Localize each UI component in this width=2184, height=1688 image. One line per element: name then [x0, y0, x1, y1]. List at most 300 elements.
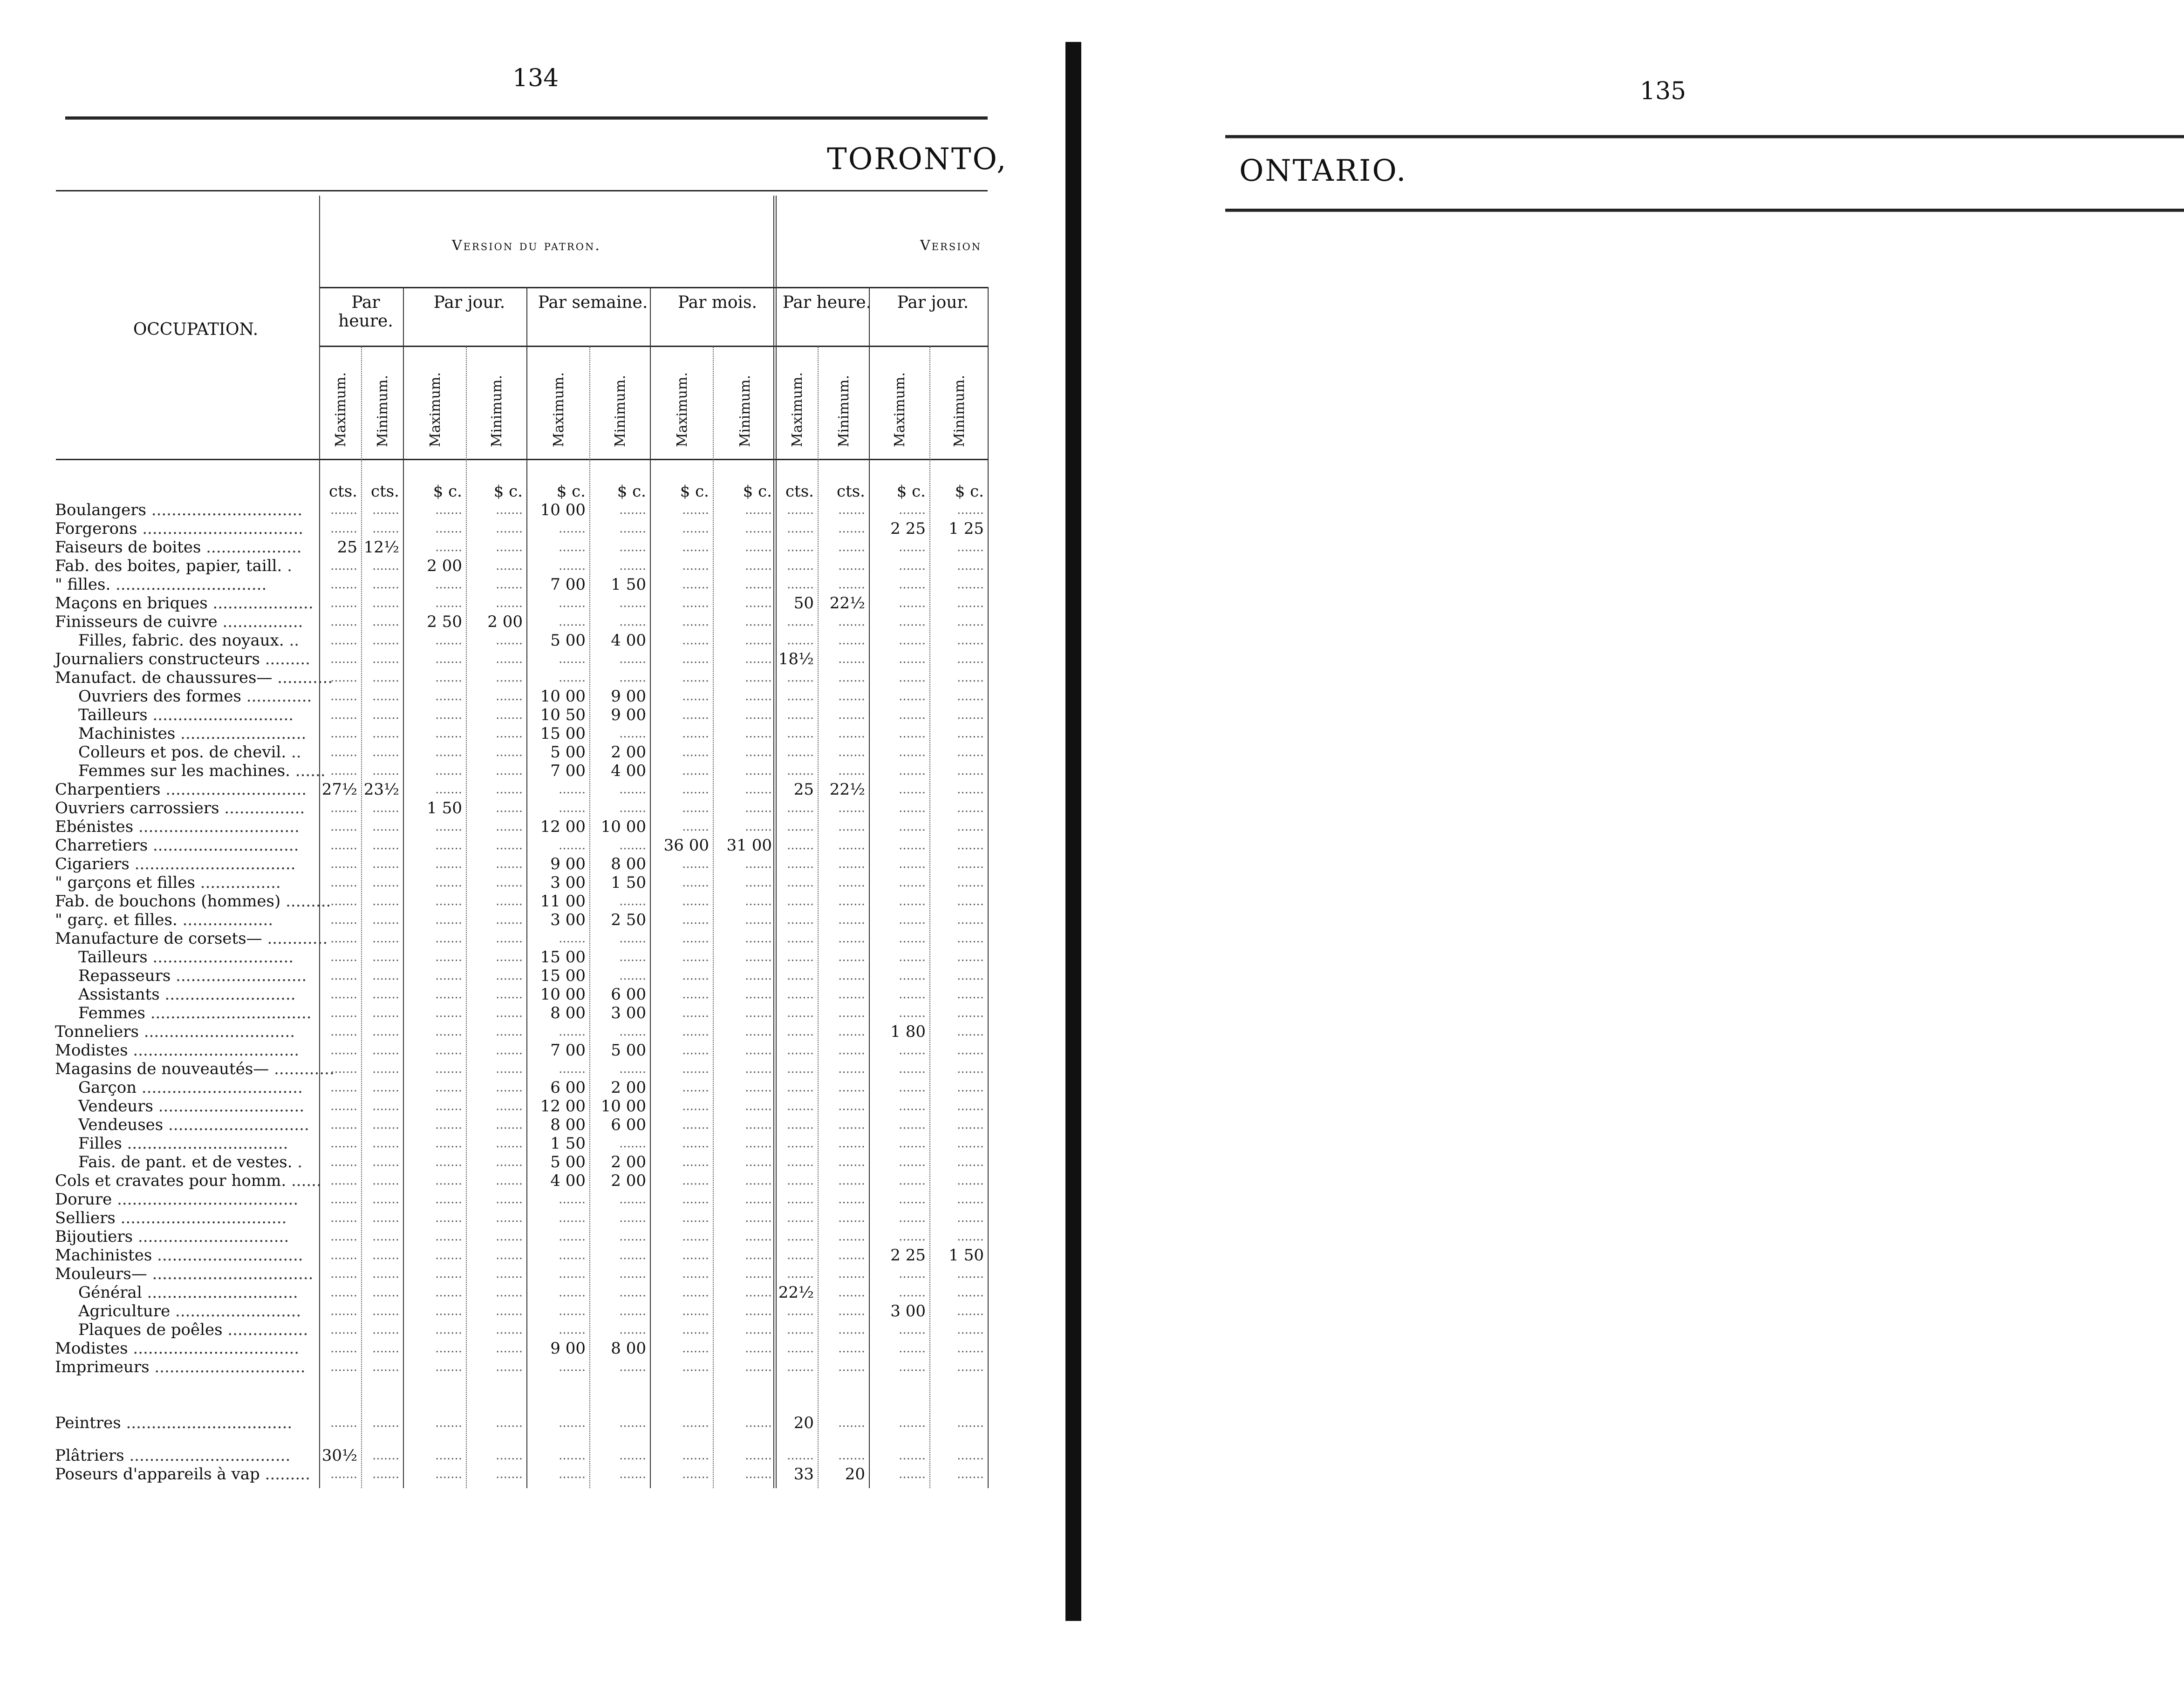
wage-cell: .......: [372, 522, 399, 536]
wage-cell: .......: [496, 559, 523, 573]
wage-cell: .......: [330, 969, 357, 983]
wage-cell: .......: [787, 1323, 814, 1337]
occupation-label: Femmes sur les machines.: [78, 762, 290, 780]
wage-cell: .......: [330, 838, 357, 852]
occupation-row: [55, 1465, 310, 1484]
wage-cell: .......: [899, 1323, 926, 1337]
wage-cell: .......: [957, 1341, 984, 1355]
wage-cell: .......: [787, 838, 814, 852]
dot-leader: ..............................: [139, 1022, 295, 1041]
dot-leader: ................: [195, 873, 281, 892]
dot-leader: .: [282, 557, 292, 575]
wage-cell: .......: [899, 1467, 926, 1481]
wage-cell: 15 00: [540, 967, 586, 985]
wage-cell: .......: [838, 932, 865, 946]
wage-cell: .......: [787, 801, 814, 815]
wage-cell: .......: [899, 894, 926, 908]
occupation-row: [55, 780, 307, 799]
wage-cell: .......: [372, 932, 399, 946]
wage-cell: .......: [330, 950, 357, 964]
wage-cell: .......: [957, 689, 984, 703]
occupation-row: [78, 1004, 312, 1022]
wage-cell: .......: [838, 1323, 865, 1337]
wage-cell: .......: [619, 1449, 646, 1463]
wage-cell: .......: [619, 540, 646, 554]
wage-cell: .......: [496, 801, 523, 815]
occupation-label: Finisseurs de cuivre: [55, 613, 218, 631]
wage-cell: .......: [330, 522, 357, 536]
occupation-row: [78, 687, 312, 706]
wage-cell: .......: [682, 1025, 709, 1039]
wage-cell: .......: [496, 1267, 523, 1281]
wage-cell: .......: [957, 1006, 984, 1020]
wage-cell: .......: [957, 1192, 984, 1206]
dot-leader: ..: [284, 631, 300, 650]
wage-cell: .......: [559, 1211, 586, 1225]
wage-cell: 7 00: [550, 762, 586, 780]
wage-cell: .......: [682, 745, 709, 759]
wage-cell: .......: [682, 1267, 709, 1281]
dot-leader: ..................: [177, 911, 273, 929]
wage-cell: .......: [957, 838, 984, 852]
wage-cell: .......: [957, 1360, 984, 1374]
wage-cell: .......: [682, 950, 709, 964]
wage-cell: .......: [787, 1006, 814, 1020]
wage-cell: .......: [838, 1449, 865, 1463]
wage-cell: .......: [787, 932, 814, 946]
wage-cell: .......: [899, 1230, 926, 1244]
wage-cell: .......: [330, 1137, 357, 1150]
min-label-1: Minimum.: [375, 375, 391, 447]
book-spine: [1065, 42, 1081, 1621]
wage-cell: .......: [496, 540, 523, 554]
wage-cell: 22½: [778, 1283, 814, 1302]
occupation-row: [55, 668, 333, 687]
wage-cell: .......: [496, 503, 523, 517]
wage-cell: .......: [838, 1360, 865, 1374]
wage-cell: .......: [372, 578, 399, 592]
occupation-label: Fais. de pant. et de vestes.: [78, 1153, 293, 1171]
wage-cell: 9 00: [611, 706, 646, 724]
wage-cell: .......: [682, 522, 709, 536]
wage-cell: .......: [899, 1449, 926, 1463]
dot-leader: ................................: [145, 1004, 312, 1022]
wage-cell: .......: [745, 1341, 772, 1355]
wage-cell: .......: [682, 615, 709, 629]
wage-cell: .......: [682, 540, 709, 554]
wage-cell: .......: [496, 857, 523, 871]
wage-cell: .......: [957, 1043, 984, 1057]
wage-cell: 2 00: [487, 613, 523, 631]
wage-cell: .......: [619, 671, 646, 685]
wage-cell: .......: [787, 671, 814, 685]
occupation-row: [55, 836, 299, 855]
occupation-label: Faiseurs de boites: [55, 538, 201, 557]
wage-cell: 6 00: [611, 1116, 646, 1134]
occupation-label: Tailleurs: [78, 948, 148, 967]
dot-leader: .............: [241, 687, 312, 706]
wage-cell: .......: [372, 1304, 399, 1318]
wage-cell: .......: [496, 1323, 523, 1337]
occupation-label: Colleurs et pos. de chevil.: [78, 743, 287, 762]
wage-cell: .......: [838, 969, 865, 983]
wage-cell: .......: [496, 745, 523, 759]
wage-cell: .......: [682, 764, 709, 778]
occupation-label: Plaques de poêles: [78, 1320, 223, 1339]
wage-cell: .......: [899, 1416, 926, 1430]
occupation-label: Charretiers: [55, 836, 148, 855]
top-rule-left: [65, 116, 988, 120]
wage-cell: .......: [619, 1062, 646, 1076]
wage-cell: .......: [682, 1304, 709, 1318]
wage-cell: .......: [899, 708, 926, 722]
wage-cell: .......: [787, 1099, 814, 1113]
wage-cell: .......: [435, 689, 462, 703]
wage-cell: .......: [496, 1025, 523, 1039]
wage-cell: .......: [682, 1192, 709, 1206]
wage-cell: .......: [619, 783, 646, 796]
occupation-row: [55, 799, 305, 817]
wage-cell: .......: [745, 1416, 772, 1430]
wage-cell: .......: [435, 857, 462, 871]
occupation-row: [55, 1265, 313, 1283]
wage-cell: .......: [745, 596, 772, 610]
wage-cell: 12 00: [540, 817, 586, 836]
dot-leader: ...........: [272, 668, 333, 687]
unit-11: $ c.: [955, 482, 984, 501]
wage-cell: .......: [957, 894, 984, 908]
wage-cell: .......: [745, 1025, 772, 1039]
occupation-row: [55, 1246, 303, 1265]
wage-cell: .......: [435, 522, 462, 536]
dot-leader: .............................: [148, 836, 299, 855]
wage-cell: .......: [745, 522, 772, 536]
wage-cell: .......: [435, 1062, 462, 1076]
wage-cell: .......: [372, 1006, 399, 1020]
dot-leader: ..............................: [146, 501, 303, 519]
wage-cell: .......: [435, 1081, 462, 1095]
wage-cell: .......: [838, 615, 865, 629]
wage-cell: .......: [957, 633, 984, 647]
wage-cell: .......: [787, 894, 814, 908]
dot-leader: ..............................: [149, 1358, 306, 1376]
wage-cell: .......: [682, 633, 709, 647]
wage-cell: .......: [372, 671, 399, 685]
wage-cell: .......: [957, 615, 984, 629]
dot-leader: .................................: [128, 1339, 300, 1358]
group-rule-left: [319, 346, 988, 347]
wage-cell: .......: [372, 1211, 399, 1225]
wage-cell: .......: [899, 1341, 926, 1355]
wage-cell: .......: [745, 1230, 772, 1244]
wage-cell: .......: [682, 1341, 709, 1355]
occupation-label: Peintres: [55, 1414, 121, 1432]
wage-cell: 4 00: [611, 762, 646, 780]
wage-cell: .......: [899, 1192, 926, 1206]
wage-cell: 1 50: [427, 799, 462, 817]
wage-cell: 33: [793, 1465, 814, 1484]
wage-cell: 2 00: [611, 743, 646, 762]
dot-leader: ................................: [122, 1134, 288, 1153]
wage-cell: .......: [435, 969, 462, 983]
wage-cell: .......: [496, 633, 523, 647]
wage-cell: .......: [435, 1174, 462, 1188]
wage-cell: .......: [787, 1081, 814, 1095]
wage-cell: .......: [899, 950, 926, 964]
group-header-1: Par jour.: [433, 293, 505, 312]
wage-cell: .......: [838, 838, 865, 852]
right-page: [1085, 0, 2184, 1662]
occupation-row: [55, 1041, 299, 1060]
wage-cell: .......: [435, 1248, 462, 1262]
dot-leader: ..........................: [159, 985, 296, 1004]
wage-cell: .......: [957, 708, 984, 722]
wage-cell: .......: [496, 671, 523, 685]
wage-cell: .......: [682, 671, 709, 685]
wage-cell: .......: [330, 671, 357, 685]
occupation-row: [55, 1171, 321, 1190]
wage-cell: .......: [787, 1137, 814, 1150]
dot-leader: ................................: [129, 855, 296, 873]
wage-cell: .......: [787, 764, 814, 778]
wage-cell: .......: [745, 652, 772, 666]
wage-cell: .......: [787, 1211, 814, 1225]
dot-leader: ................: [222, 1320, 308, 1339]
wage-cell: .......: [619, 1137, 646, 1150]
wage-cell: .......: [682, 1286, 709, 1300]
wage-cell: .......: [745, 1137, 772, 1150]
wage-cell: 12½: [363, 538, 399, 557]
wage-cell: .......: [330, 615, 357, 629]
dot-leader: .................................: [121, 1414, 293, 1432]
wage-cell: .......: [682, 857, 709, 871]
wage-cell: .......: [899, 578, 926, 592]
occupation-label: Selliers: [55, 1209, 116, 1227]
wage-cell: .......: [372, 652, 399, 666]
occupation-label: Forgerons: [55, 519, 137, 538]
occupation-header: OCCUPATION.: [133, 320, 259, 339]
occupation-row: [78, 1153, 302, 1171]
unit-4: $ c.: [556, 482, 586, 501]
occupation-label: " garçons et filles: [55, 873, 195, 892]
wage-cell: 7 00: [550, 1041, 586, 1060]
dot-leader: .................................: [115, 1209, 287, 1227]
max-label-4: Maximum.: [550, 372, 567, 447]
wage-cell: .......: [745, 820, 772, 834]
wage-cell: .......: [496, 1449, 523, 1463]
wage-cell: .......: [899, 820, 926, 834]
dot-leader: ................: [217, 613, 303, 631]
occupation-label: Filles, fabric. des noyaux.: [78, 631, 284, 650]
wage-cell: .......: [838, 1137, 865, 1150]
wage-cell: .......: [745, 1267, 772, 1281]
wage-cell: 3 00: [890, 1302, 926, 1320]
occupation-row: [55, 1414, 292, 1432]
wage-cell: .......: [372, 1081, 399, 1095]
wage-cell: .......: [682, 1416, 709, 1430]
wage-cell: .......: [682, 1230, 709, 1244]
occupation-row: [55, 575, 266, 594]
dot-leader: ............: [269, 1060, 334, 1078]
wage-cell: .......: [496, 1006, 523, 1020]
occupation-label: Journaliers constructeurs: [55, 650, 260, 668]
occupation-row: [78, 1116, 309, 1134]
wage-cell: .......: [330, 1267, 357, 1281]
wage-cell: .......: [838, 1081, 865, 1095]
wage-cell: .......: [496, 783, 523, 796]
wage-cell: .......: [496, 1062, 523, 1076]
wage-cell: .......: [559, 1416, 586, 1430]
wage-cell: .......: [619, 1416, 646, 1430]
wage-cell: .......: [682, 1449, 709, 1463]
wage-cell: 10 00: [601, 1097, 646, 1116]
unit-0: cts.: [329, 482, 357, 501]
wage-cell: .......: [619, 615, 646, 629]
wage-cell: .......: [838, 894, 865, 908]
group-header-0: Par heure.: [338, 293, 393, 331]
wage-cell: .......: [559, 671, 586, 685]
wage-cell: .......: [559, 1286, 586, 1300]
wage-cell: 9 00: [550, 855, 586, 873]
wage-cell: .......: [559, 1467, 586, 1481]
occupation-row: [55, 650, 310, 668]
occupation-row: [78, 1134, 288, 1153]
wage-cell: .......: [330, 1341, 357, 1355]
wage-cell: .......: [957, 727, 984, 741]
wage-cell: 2 50: [611, 911, 646, 929]
dot-leader: .................................: [128, 1041, 300, 1060]
wage-cell: .......: [496, 820, 523, 834]
wage-cell: .......: [372, 1467, 399, 1481]
col-line-patron-end: [773, 196, 774, 1488]
wage-cell: .......: [435, 838, 462, 852]
page-title-left: TORONTO,: [827, 142, 1008, 177]
wage-cell: .......: [435, 1267, 462, 1281]
occupation-label: Mouleurs—: [55, 1265, 147, 1283]
wage-cell: 23½: [363, 780, 399, 799]
wage-cell: .......: [330, 1006, 357, 1020]
wage-cell: .......: [496, 1230, 523, 1244]
wage-cell: .......: [435, 764, 462, 778]
wage-cell: .......: [745, 1174, 772, 1188]
wage-cell: 27½: [321, 780, 357, 799]
wage-cell: .......: [787, 540, 814, 554]
dot-leader: ......: [286, 1171, 321, 1190]
wage-cell: .......: [330, 1099, 357, 1113]
wage-cell: 20: [793, 1414, 814, 1432]
wage-cell: .......: [372, 727, 399, 741]
wage-cell: .......: [745, 1467, 772, 1481]
wage-cell: 10 00: [540, 985, 586, 1004]
wage-cell: .......: [372, 1341, 399, 1355]
wage-cell: 3 00: [611, 1004, 646, 1022]
wage-cell: .......: [619, 652, 646, 666]
wage-cell: 3 00: [550, 911, 586, 929]
wage-cell: .......: [957, 1416, 984, 1430]
wage-cell: .......: [330, 1304, 357, 1318]
wage-cell: .......: [435, 633, 462, 647]
wage-cell: .......: [787, 1360, 814, 1374]
wage-cell: .......: [682, 1467, 709, 1481]
wage-cell: .......: [330, 1025, 357, 1039]
group-header-4: Par heure.: [782, 293, 872, 312]
wage-cell: .......: [838, 708, 865, 722]
wage-cell: .......: [899, 1155, 926, 1169]
wage-cell: .......: [559, 932, 586, 946]
wage-cell: .......: [372, 689, 399, 703]
wage-cell: 2 00: [427, 557, 462, 575]
wage-cell: .......: [435, 1043, 462, 1057]
wage-cell: .......: [957, 1323, 984, 1337]
wage-cell: .......: [372, 969, 399, 983]
dot-leader: .............................: [153, 1097, 305, 1116]
wage-cell: .......: [330, 596, 357, 610]
wage-cell: 20: [845, 1465, 865, 1484]
occupation-label: Dorure: [55, 1190, 112, 1209]
wage-cell: .......: [435, 1137, 462, 1150]
wage-cell: .......: [682, 1043, 709, 1057]
group-header-3: Par mois.: [678, 293, 757, 312]
wage-cell: .......: [496, 1304, 523, 1318]
wage-cell: .......: [682, 503, 709, 517]
dot-leader: ................................: [133, 817, 300, 836]
wage-cell: .......: [838, 1174, 865, 1188]
wage-cell: .......: [957, 969, 984, 983]
wage-cell: .......: [787, 615, 814, 629]
wage-cell: .......: [745, 1062, 772, 1076]
wage-cell: .......: [682, 1323, 709, 1337]
occupation-label: Imprimeurs: [55, 1358, 150, 1376]
wage-cell: .......: [787, 708, 814, 722]
wage-cell: 10 00: [540, 501, 586, 519]
occupation-label: Tonneliers: [55, 1022, 139, 1041]
dot-leader: ..............................: [110, 575, 267, 594]
wage-cell: .......: [619, 1304, 646, 1318]
occupation-label: Vendeuses: [78, 1116, 164, 1134]
wage-cell: .......: [435, 987, 462, 1001]
wage-cell: .......: [838, 1062, 865, 1076]
wage-cell: 1 80: [890, 1022, 926, 1041]
group-header-5: Par jour.: [897, 293, 969, 312]
wage-cell: .......: [957, 857, 984, 871]
wage-cell: .......: [435, 1025, 462, 1039]
dot-leader: ..........................: [171, 967, 307, 985]
wage-cell: .......: [957, 652, 984, 666]
wage-cell: .......: [838, 1155, 865, 1169]
wage-cell: .......: [957, 1025, 984, 1039]
wage-cell: .......: [496, 1081, 523, 1095]
occupation-row: [55, 557, 292, 575]
wage-cell: .......: [682, 1211, 709, 1225]
wage-cell: .......: [838, 801, 865, 815]
wage-cell: .......: [435, 1360, 462, 1374]
wage-cell: .......: [745, 913, 772, 927]
occupation-row: [78, 743, 301, 762]
wage-cell: .......: [330, 633, 357, 647]
wage-cell: .......: [372, 1099, 399, 1113]
wage-cell: .......: [838, 578, 865, 592]
occupation-label: Ouvriers des formes: [78, 687, 241, 706]
occupation-label: Magasins de nouveautés—: [55, 1060, 269, 1078]
wage-cell: .......: [435, 1449, 462, 1463]
wage-cell: .......: [372, 1230, 399, 1244]
wage-cell: .......: [745, 894, 772, 908]
wage-cell: .......: [682, 1062, 709, 1076]
min-label-11: Minimum.: [951, 375, 968, 447]
wage-cell: .......: [330, 652, 357, 666]
wage-cell: .......: [435, 1416, 462, 1430]
unit-3: $ c.: [493, 482, 523, 501]
